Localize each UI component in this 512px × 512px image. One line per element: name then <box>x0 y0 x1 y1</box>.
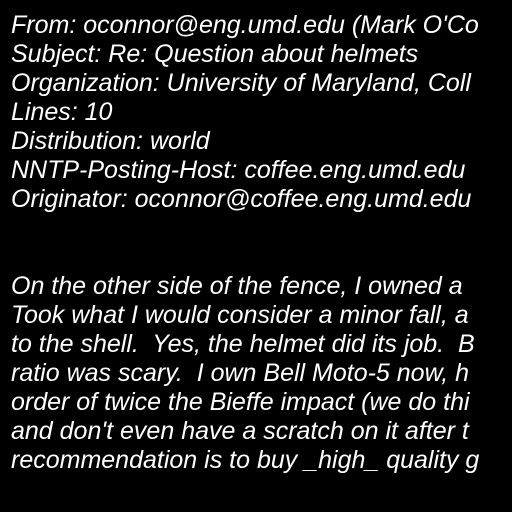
body-line: On the other side of the fence, I owned a <box>11 272 463 300</box>
header-organization: Organization: University of Maryland, Coll <box>11 69 471 97</box>
header-from: From: oconnor@eng.umd.edu (Mark O'Co <box>11 11 479 39</box>
header-originator: Originator: oconnor@coffee.eng.umd.edu <box>11 185 472 213</box>
header-nntp-posting-host: NNTP-Posting-Host: coffee.eng.umd.edu <box>11 156 466 184</box>
body-line: order of twice the Bieffe impact (we do thi <box>11 388 470 416</box>
body-line: to the shell. Yes, the helmet did its job. B <box>11 330 475 358</box>
body-line: Took what I would consider a minor fall, a <box>11 301 469 329</box>
header-lines: Lines: 10 <box>11 98 113 126</box>
header-distribution: Distribution: world <box>11 127 210 155</box>
body-line: and don't even have a scratch on it after t <box>11 417 469 445</box>
body-line: recommendation is to buy _high_ quality g <box>11 446 480 474</box>
header-subject: Subject: Re: Question about helmets <box>11 40 419 68</box>
body-line: ratio was scary. I own Bell Moto-5 now, h <box>11 359 470 387</box>
